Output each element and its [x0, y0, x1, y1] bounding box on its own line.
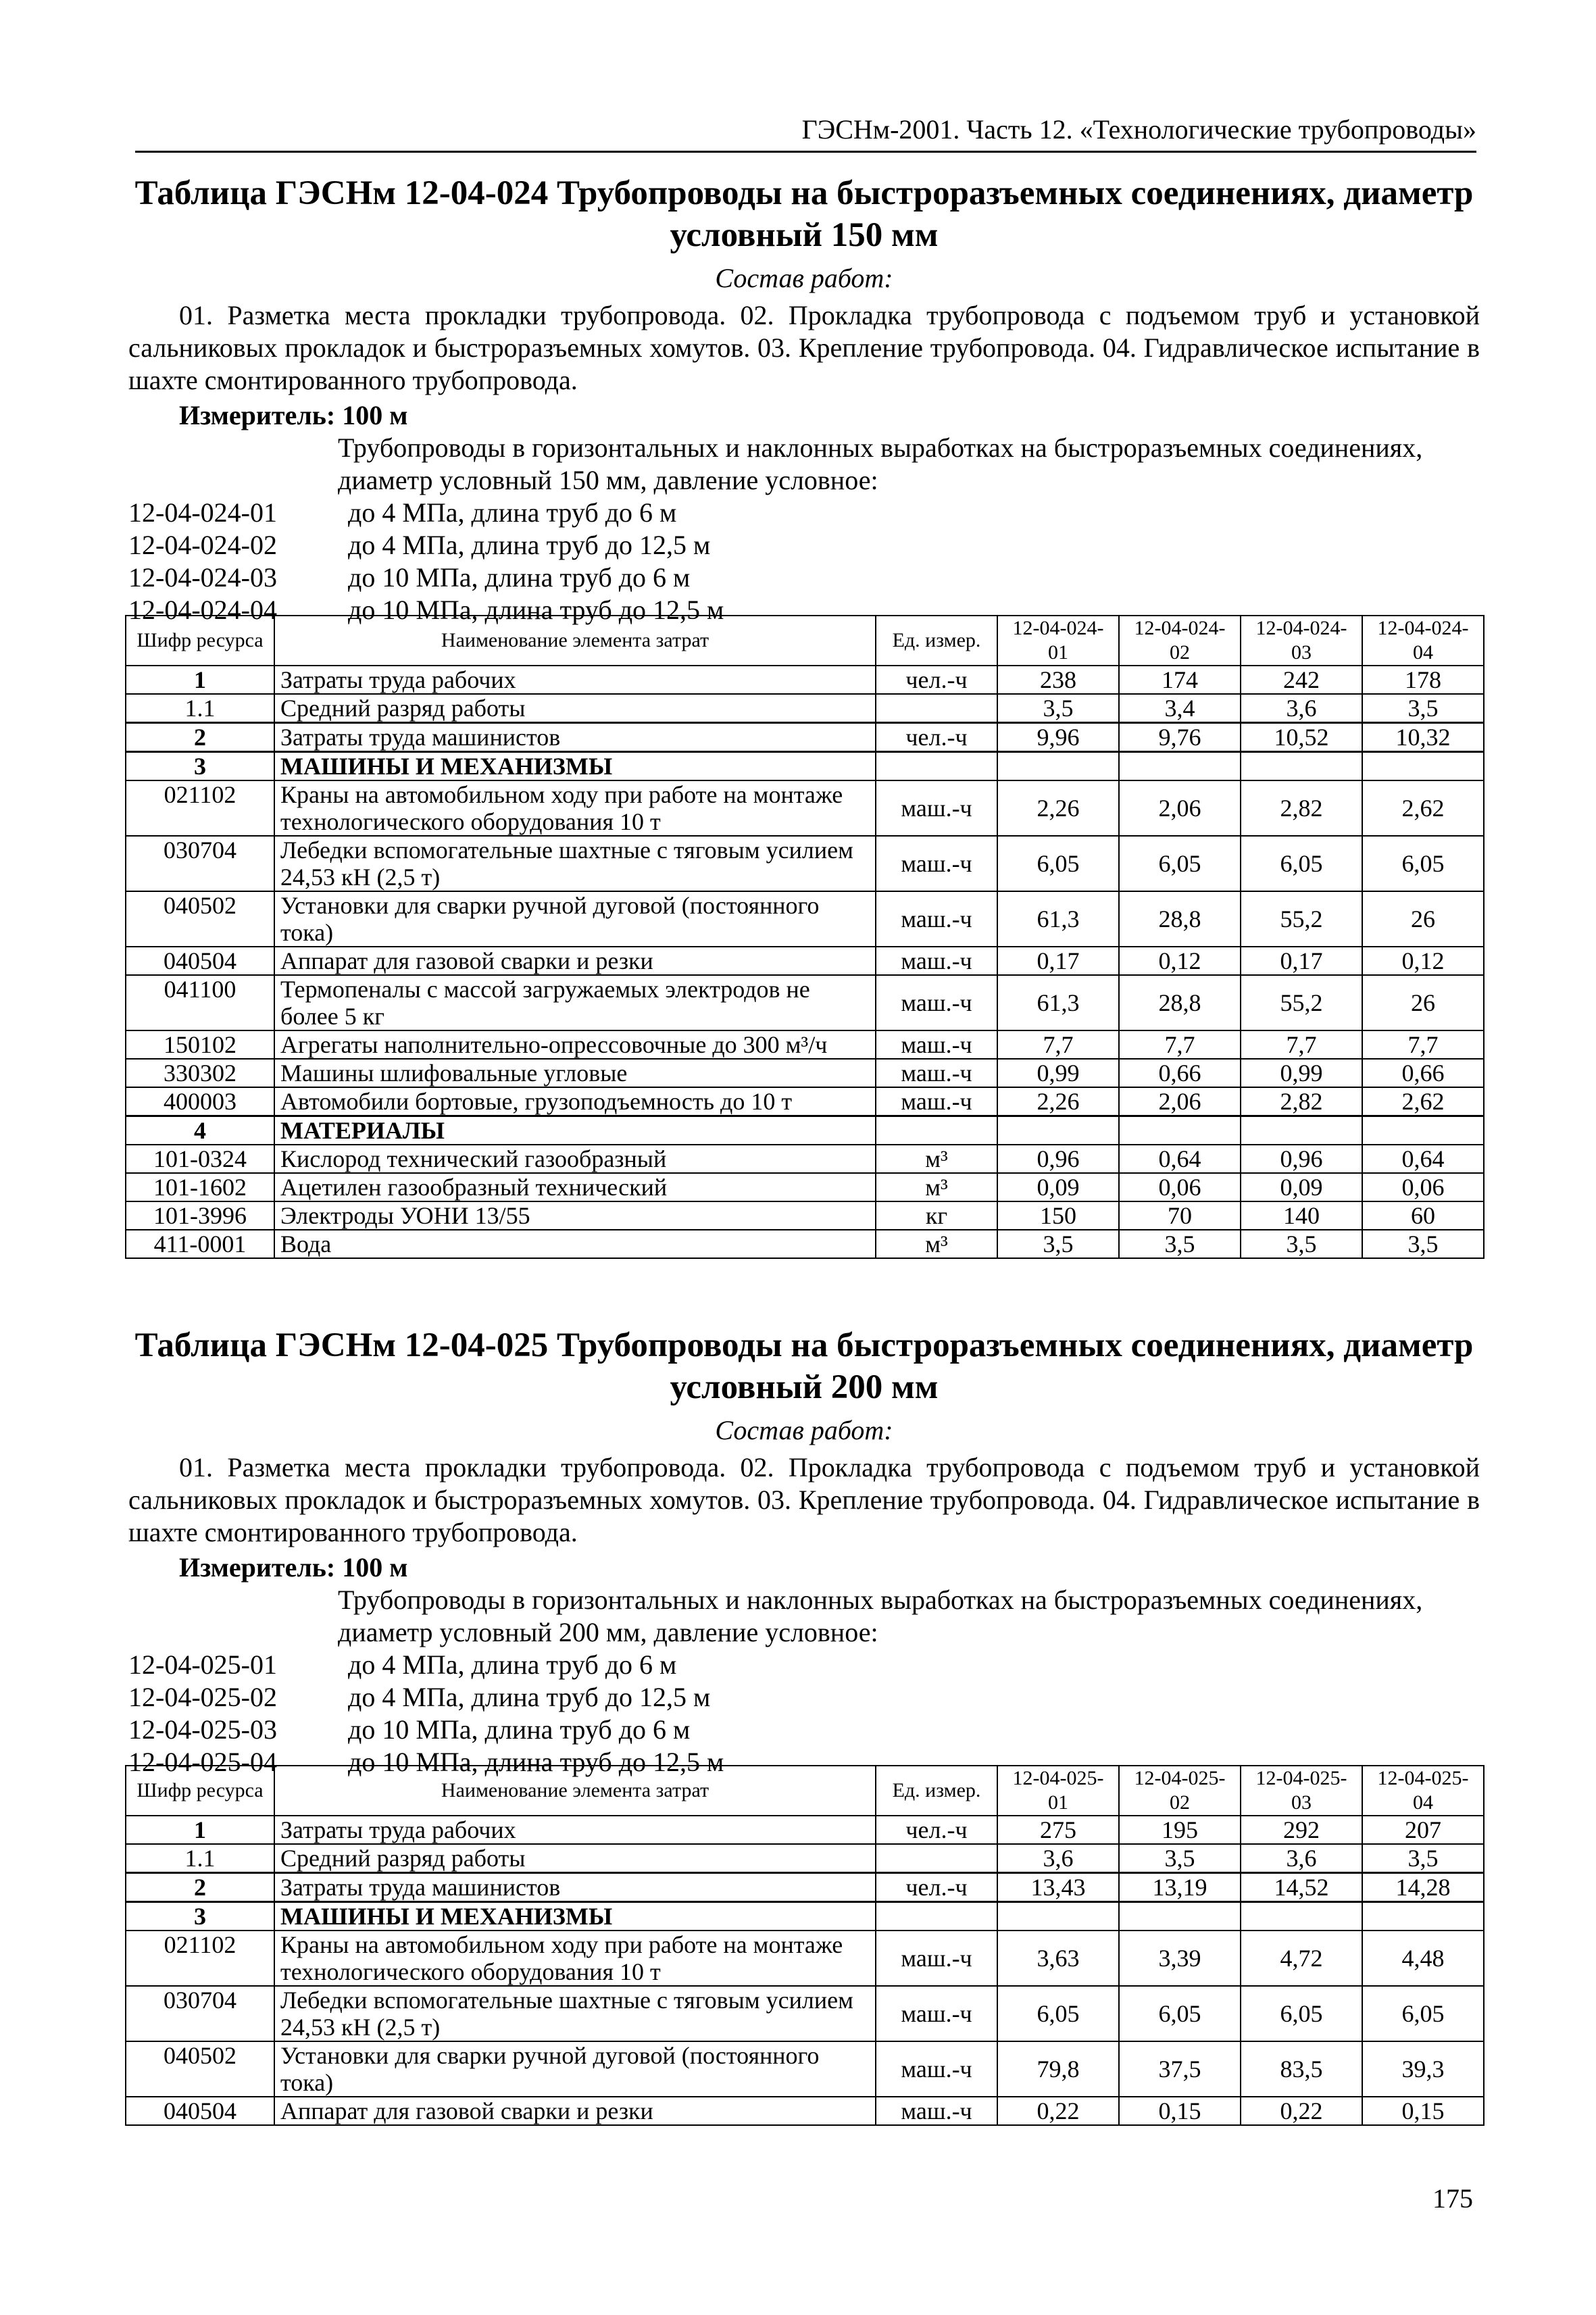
- cell-value: 0,06: [1362, 1173, 1484, 1201]
- col-header-norm: 12-04-024-01: [997, 616, 1119, 666]
- norm-desc: до 10 МПа, длина труб до 12,5 м: [348, 1747, 724, 1777]
- table-row: [126, 1873, 1484, 1902]
- cell-unit: м³: [876, 1173, 997, 1201]
- cell-name: Машины шлифовальные угловые: [274, 1059, 876, 1087]
- cell-value: 3,5: [1362, 694, 1484, 723]
- table-row: [126, 723, 1484, 752]
- cell-code: 411-0001: [126, 1230, 274, 1258]
- cell-unit: маш.-ч: [876, 891, 997, 947]
- cell-code: 040502: [126, 891, 274, 947]
- cell-name: Краны на автомобильном ходу при работе на монтаже технологического оборудования 10 т: [274, 1931, 876, 1986]
- table-row: [126, 752, 1484, 781]
- norm-item: [128, 562, 1480, 594]
- cell-value: 140: [1241, 1201, 1362, 1230]
- cell-value: 2,82: [1241, 1087, 1362, 1116]
- cell-code: 330302: [126, 1059, 274, 1087]
- cell-value: 55,2: [1241, 891, 1362, 947]
- cell-unit: чел.-ч: [876, 666, 997, 694]
- cell-value: [1241, 1116, 1362, 1145]
- cell-unit: маш.-ч: [876, 836, 997, 891]
- norm-code: 12-04-025-01: [128, 1649, 277, 1680]
- cell-name: Аппарат для газовой сварки и резки: [274, 2097, 876, 2125]
- cell-value: 0,17: [997, 947, 1119, 975]
- cell-value: 2,62: [1362, 1087, 1484, 1116]
- cell-code: 1: [126, 666, 274, 694]
- cell-value: [997, 752, 1119, 781]
- cell-value: 26: [1362, 975, 1484, 1030]
- cell-name: Ацетилен газообразный технический: [274, 1173, 876, 1201]
- cell-unit: [876, 1902, 997, 1931]
- cell-name: Затраты труда рабочих: [274, 1816, 876, 1844]
- cell-value: 83,5: [1241, 2041, 1362, 2097]
- cell-value: [1119, 1902, 1241, 1931]
- work-composition-label: Состав работ:: [715, 263, 893, 293]
- section-12-04-025: [128, 1324, 1480, 1778]
- cell-value: 7,7: [1241, 1030, 1362, 1059]
- cell-value: 0,09: [997, 1173, 1119, 1201]
- cell-name: Кислород технический газообразный: [274, 1145, 876, 1173]
- norm-intro: Трубопроводы в горизонтальных и наклонных выработках на быстроразъемных соединениях, диаметр условный 200 мм, давление условное:: [338, 1585, 1423, 1647]
- cell-unit: м³: [876, 1230, 997, 1258]
- table-row: [126, 780, 1484, 836]
- cell-value: 10,32: [1362, 723, 1484, 752]
- cell-code: 101-1602: [126, 1173, 274, 1201]
- cell-name: Средний разряд работы: [274, 694, 876, 723]
- cell-value: 0,99: [997, 1059, 1119, 1087]
- cell-unit: [876, 1116, 997, 1145]
- col-header-unit: Ед. измер.: [876, 616, 997, 666]
- cell-value: 9,96: [997, 723, 1119, 752]
- cell-value: 238: [997, 666, 1119, 694]
- col-header-norm: 12-04-024-03: [1241, 616, 1362, 666]
- cell-code: 040502: [126, 2041, 274, 2097]
- cell-name: Лебедки вспомогательные шахтные с тяговым усилием 24,53 кН (2,5 т): [274, 836, 876, 891]
- cell-code: 4: [126, 1116, 274, 1145]
- cell-unit: маш.-ч: [876, 2097, 997, 2125]
- cell-code: 3: [126, 1902, 274, 1931]
- cell-code: 1: [126, 1816, 274, 1844]
- cell-value: 6,05: [1241, 1986, 1362, 2041]
- norm-list: [128, 1649, 1480, 1778]
- cell-value: 0,22: [997, 2097, 1119, 2125]
- cell-value: 3,6: [997, 1844, 1119, 1873]
- cell-name: Агрегаты наполнительно-опрессовочные до 300 м³/ч: [274, 1030, 876, 1059]
- cell-value: 0,09: [1241, 1173, 1362, 1201]
- cell-name: Краны на автомобильном ходу при работе на монтаже технологического оборудования 10 т: [274, 780, 876, 836]
- cell-value: 6,05: [997, 836, 1119, 891]
- work-composition-text: 01. Разметка места прокладки трубопровода. 02. Прокладка трубопровода с подъемом труб и установкой сальниковых прокладок и быстроразъемных хомутов. 03. Крепление трубопровода. 04. Гидравлическое испытание в шахте смонтированного трубопровода.: [128, 300, 1480, 395]
- cell-unit: маш.-ч: [876, 1986, 997, 2041]
- norm-desc: до 4 МПа, длина труб до 6 м: [348, 1649, 677, 1680]
- cell-value: 26: [1362, 891, 1484, 947]
- cell-code: 2: [126, 1873, 274, 1902]
- meter-unit: Измеритель: 100 м: [179, 1552, 408, 1583]
- norm-desc: до 10 МПа, длина труб до 12,5 м: [348, 595, 724, 625]
- col-header-name: Наименование элемента затрат: [274, 616, 876, 666]
- cell-value: 13,43: [997, 1873, 1119, 1902]
- cell-code: 101-3996: [126, 1201, 274, 1230]
- cell-value: 3,5: [1362, 1230, 1484, 1258]
- cell-value: 7,7: [997, 1030, 1119, 1059]
- norm-item: [128, 497, 1480, 529]
- norm-code: 12-04-025-04: [128, 1747, 277, 1777]
- cell-value: 10,52: [1241, 723, 1362, 752]
- cell-code: 101-0324: [126, 1145, 274, 1173]
- col-header-code: Шифр ресурса: [126, 616, 274, 666]
- cell-value: 0,12: [1119, 947, 1241, 975]
- cell-value: [997, 1902, 1119, 1931]
- cell-value: 3,5: [1362, 1844, 1484, 1873]
- header-rule: [135, 151, 1476, 153]
- cell-value: [997, 1116, 1119, 1145]
- table-row: [126, 1201, 1484, 1230]
- cell-value: 3,5: [1241, 1230, 1362, 1258]
- table-row: [126, 666, 1484, 694]
- cell-value: [1362, 752, 1484, 781]
- running-header: ГЭСНм-2001. Часть 12. «Технологические трубопроводы»: [801, 114, 1476, 145]
- cell-unit: кг: [876, 1201, 997, 1230]
- cell-value: 0,99: [1241, 1059, 1362, 1087]
- cell-value: 28,8: [1119, 891, 1241, 947]
- cell-unit: маш.-ч: [876, 1931, 997, 1986]
- table-header-row: [126, 616, 1484, 666]
- cell-value: 28,8: [1119, 975, 1241, 1030]
- table-title: Таблица ГЭСНм 12-04-025 Трубопроводы на быстроразъемных соединениях, диаметр условный 200 мм: [134, 1326, 1474, 1406]
- cell-value: 9,76: [1119, 723, 1241, 752]
- norm-desc: до 4 МПа, длина труб до 12,5 м: [348, 1682, 711, 1712]
- table-row: [126, 2041, 1484, 2097]
- cell-value: [1119, 1116, 1241, 1145]
- cell-code: 1.1: [126, 694, 274, 723]
- cell-value: 0,15: [1119, 2097, 1241, 2125]
- resource-table: [125, 1765, 1485, 2126]
- cell-value: 0,64: [1362, 1145, 1484, 1173]
- norm-code: 12-04-025-03: [128, 1714, 277, 1745]
- table-row: [126, 1816, 1484, 1844]
- norm-item: [128, 1681, 1480, 1714]
- cell-value: 174: [1119, 666, 1241, 694]
- cell-value: 0,66: [1362, 1059, 1484, 1087]
- cell-code: 021102: [126, 780, 274, 836]
- cell-value: 7,7: [1119, 1030, 1241, 1059]
- table-row: [126, 1931, 1484, 1986]
- cell-value: 3,6: [1241, 1844, 1362, 1873]
- cell-value: 3,5: [1119, 1230, 1241, 1258]
- col-header-norm: 12-04-024-04: [1362, 616, 1484, 666]
- norm-code: 12-04-025-02: [128, 1682, 277, 1712]
- cell-name: Затраты труда рабочих: [274, 666, 876, 694]
- cell-value: 3,5: [1119, 1844, 1241, 1873]
- norm-code: 12-04-024-04: [128, 595, 277, 625]
- col-header-norm: 12-04-025-02: [1119, 1766, 1241, 1816]
- cell-value: 4,48: [1362, 1931, 1484, 1986]
- cell-value: 3,4: [1119, 694, 1241, 723]
- col-header-norm: 12-04-025-04: [1362, 1766, 1484, 1816]
- cell-value: 0,17: [1241, 947, 1362, 975]
- cell-value: 60: [1362, 1201, 1484, 1230]
- cell-value: 70: [1119, 1201, 1241, 1230]
- cell-unit: маш.-ч: [876, 947, 997, 975]
- cell-name: Вода: [274, 1230, 876, 1258]
- cell-unit: [876, 752, 997, 781]
- cell-name: Установки для сварки ручной дуговой (постоянного тока): [274, 2041, 876, 2097]
- cell-name: Затраты труда машинистов: [274, 1873, 876, 1902]
- table-header-row: [126, 1766, 1484, 1816]
- cell-code: 2: [126, 723, 274, 752]
- cell-unit: маш.-ч: [876, 780, 997, 836]
- cell-value: 3,63: [997, 1931, 1119, 1986]
- cell-code: 1.1: [126, 1844, 274, 1873]
- table-title: Таблица ГЭСНм 12-04-024 Трубопроводы на быстроразъемных соединениях, диаметр условный 150 мм: [134, 174, 1474, 254]
- cell-value: 0,06: [1119, 1173, 1241, 1201]
- col-header-norm: 12-04-024-02: [1119, 616, 1241, 666]
- norm-desc: до 10 МПа, длина труб до 6 м: [348, 562, 691, 593]
- table-row: [126, 1059, 1484, 1087]
- col-header-name: Наименование элемента затрат: [274, 1766, 876, 1816]
- table-row: [126, 1030, 1484, 1059]
- page-number: 175: [1432, 2183, 1473, 2214]
- norm-item: [128, 1649, 1480, 1681]
- cell-value: 242: [1241, 666, 1362, 694]
- cell-value: 6,05: [1241, 836, 1362, 891]
- cell-value: 2,26: [997, 1087, 1119, 1116]
- cell-unit: [876, 1844, 997, 1873]
- cell-name: Аппарат для газовой сварки и резки: [274, 947, 876, 975]
- cell-name: Затраты труда машинистов: [274, 723, 876, 752]
- table-row: [126, 975, 1484, 1030]
- cell-name: Установки для сварки ручной дуговой (постоянного тока): [274, 891, 876, 947]
- cell-name: МАШИНЫ И МЕХАНИЗМЫ: [274, 752, 876, 781]
- cell-code: 3: [126, 752, 274, 781]
- cell-value: 178: [1362, 666, 1484, 694]
- cell-unit: маш.-ч: [876, 2041, 997, 2097]
- cell-code: 040504: [126, 2097, 274, 2125]
- cell-value: 0,22: [1241, 2097, 1362, 2125]
- cell-value: 0,64: [1119, 1145, 1241, 1173]
- cell-value: 195: [1119, 1816, 1241, 1844]
- cell-value: 14,28: [1362, 1873, 1484, 1902]
- cell-value: 3,5: [997, 694, 1119, 723]
- cell-value: 2,62: [1362, 780, 1484, 836]
- cell-unit: м³: [876, 1145, 997, 1173]
- cell-value: 2,82: [1241, 780, 1362, 836]
- cell-value: 0,96: [997, 1145, 1119, 1173]
- norm-list: [128, 497, 1480, 626]
- cell-code: 400003: [126, 1087, 274, 1116]
- cell-unit: чел.-ч: [876, 723, 997, 752]
- cell-value: 150: [997, 1201, 1119, 1230]
- cell-unit: чел.-ч: [876, 1873, 997, 1902]
- cell-unit: маш.-ч: [876, 1087, 997, 1116]
- meter-unit: Измеритель: 100 м: [179, 400, 408, 430]
- cell-code: 040504: [126, 947, 274, 975]
- norm-code: 12-04-024-02: [128, 530, 277, 560]
- table-row: [126, 1230, 1484, 1258]
- col-header-norm: 12-04-025-03: [1241, 1766, 1362, 1816]
- cell-value: 3,6: [1241, 694, 1362, 723]
- col-header-norm: 12-04-025-01: [997, 1766, 1119, 1816]
- cell-value: 6,05: [1362, 836, 1484, 891]
- cell-name: МАТЕРИАЛЫ: [274, 1116, 876, 1145]
- cell-value: 2,06: [1119, 1087, 1241, 1116]
- norm-desc: до 4 МПа, длина труб до 12,5 м: [348, 530, 711, 560]
- table-row: [126, 947, 1484, 975]
- cell-value: 2,26: [997, 780, 1119, 836]
- cell-name: Термопеналы с массой загружаемых электродов не более 5 кг: [274, 975, 876, 1030]
- cell-name: МАШИНЫ И МЕХАНИЗМЫ: [274, 1902, 876, 1931]
- cell-value: 0,15: [1362, 2097, 1484, 2125]
- table-row: [126, 1986, 1484, 2041]
- cell-code: 030704: [126, 1986, 274, 2041]
- cell-name: Лебедки вспомогательные шахтные с тяговым усилием 24,53 кН (2,5 т): [274, 1986, 876, 2041]
- cell-value: 4,72: [1241, 1931, 1362, 1986]
- table-row: [126, 1844, 1484, 1873]
- cell-name: Средний разряд работы: [274, 1844, 876, 1873]
- table-row: [126, 1087, 1484, 1116]
- table-row: [126, 694, 1484, 723]
- table-row: [126, 891, 1484, 947]
- cell-value: 207: [1362, 1816, 1484, 1844]
- table-row: [126, 836, 1484, 891]
- col-header-unit: Ед. измер.: [876, 1766, 997, 1816]
- cell-value: 55,2: [1241, 975, 1362, 1030]
- norm-item: [128, 529, 1480, 562]
- cell-value: [1241, 1902, 1362, 1931]
- cell-value: 0,96: [1241, 1145, 1362, 1173]
- cell-code: 021102: [126, 1931, 274, 1986]
- table-row: [126, 1902, 1484, 1931]
- cell-name: Электроды УОНИ 13/55: [274, 1201, 876, 1230]
- norm-desc: до 4 МПа, длина труб до 6 м: [348, 497, 677, 528]
- cell-value: [1362, 1116, 1484, 1145]
- cell-value: 3,39: [1119, 1931, 1241, 1986]
- table-row: [126, 1116, 1484, 1145]
- cell-value: 79,8: [997, 2041, 1119, 2097]
- norm-code: 12-04-024-01: [128, 497, 277, 528]
- cell-unit: маш.-ч: [876, 1059, 997, 1087]
- cell-code: 150102: [126, 1030, 274, 1059]
- cell-code: 030704: [126, 836, 274, 891]
- cell-value: 275: [997, 1816, 1119, 1844]
- cell-value: [1362, 1902, 1484, 1931]
- cell-value: 13,19: [1119, 1873, 1241, 1902]
- cell-value: 3,5: [997, 1230, 1119, 1258]
- cell-value: 61,3: [997, 891, 1119, 947]
- table-row: [126, 1145, 1484, 1173]
- work-composition-text: 01. Разметка места прокладки трубопровода. 02. Прокладка трубопровода с подъемом труб и установкой сальниковых прокладок и быстроразъемных хомутов. 03. Крепление трубопровода. 04. Гидравлическое испытание в шахте смонтированного трубопровода.: [128, 1452, 1480, 1547]
- cell-value: 14,52: [1241, 1873, 1362, 1902]
- cell-unit: [876, 694, 997, 723]
- work-composition-label: Состав работ:: [715, 1415, 893, 1445]
- cell-unit: маш.-ч: [876, 975, 997, 1030]
- col-header-code: Шифр ресурса: [126, 1766, 274, 1816]
- cell-value: 7,7: [1362, 1030, 1484, 1059]
- cell-code: 041100: [126, 975, 274, 1030]
- norm-code: 12-04-024-03: [128, 562, 277, 593]
- cell-value: 2,06: [1119, 780, 1241, 836]
- cell-value: 6,05: [1362, 1986, 1484, 2041]
- section-12-04-024: [128, 172, 1480, 626]
- cell-value: 6,05: [1119, 1986, 1241, 2041]
- cell-value: 37,5: [1119, 2041, 1241, 2097]
- table-row: [126, 1173, 1484, 1201]
- cell-value: 61,3: [997, 975, 1119, 1030]
- cell-value: 6,05: [1119, 836, 1241, 891]
- cell-value: 292: [1241, 1816, 1362, 1844]
- cell-value: 6,05: [997, 1986, 1119, 2041]
- norm-item: [128, 1714, 1480, 1746]
- cell-value: 0,12: [1362, 947, 1484, 975]
- cell-unit: чел.-ч: [876, 1816, 997, 1844]
- cell-value: 0,66: [1119, 1059, 1241, 1087]
- table-row: [126, 2097, 1484, 2125]
- cell-value: [1119, 752, 1241, 781]
- cell-value: [1241, 752, 1362, 781]
- norm-intro: Трубопроводы в горизонтальных и наклонных выработках на быстроразъемных соединениях, диаметр условный 150 мм, давление условное:: [338, 432, 1423, 495]
- cell-unit: маш.-ч: [876, 1030, 997, 1059]
- resource-table: [125, 615, 1485, 1259]
- norm-desc: до 10 МПа, длина труб до 6 м: [348, 1714, 691, 1745]
- cell-value: 39,3: [1362, 2041, 1484, 2097]
- cell-name: Автомобили бортовые, грузоподъемность до 10 т: [274, 1087, 876, 1116]
